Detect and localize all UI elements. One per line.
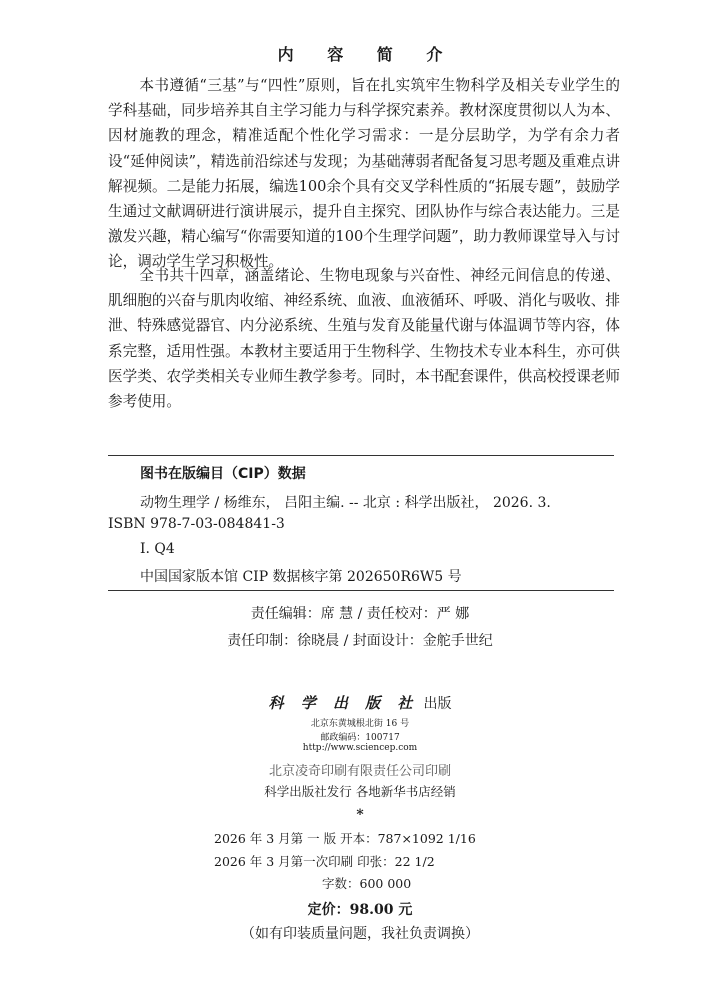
cip-top-rule (108, 455, 614, 456)
cip-heading: 图书在版编目（CIP）数据 (140, 466, 306, 482)
intro-paragraph-2 (108, 263, 620, 414)
price: 定价：98.00 元 (307, 902, 413, 918)
intro-paragraph-1-text: 本书遵循“三基”与“四性”原则，旨在扎实筑牢生物科学及相关专业学生的学科基础，同步培养其自主学习能力与科学探究素养。教材深度贯彻以人为本、因材施教的理念，精准适配个性化学习需求：一是分层助学，为学有余力者设“延伸阅读”，精选前沿综述与发现；为基础薄弱者配备复习思考题及重难点讲解视频。二是能力拓展，编选100余个具有交叉学科性质的“拓展专题”，鼓励学生通过文献调研进行演讲展示，提升自主探究、团队协作与综合表达能力。三是激发兴趣，精心编写“你需要知道的100个生理学问题”，助力教师课堂导入与讨论，调动学生学习积极性。 (108, 77, 620, 271)
distribution-line: 科学出版社发行 各地新华书店经销 (264, 784, 456, 799)
publisher-line (0, 692, 720, 713)
intro-paragraph-1 (108, 73, 620, 275)
separator-star: * (356, 807, 364, 823)
cip-library-number: 中国国家版本馆 CIP 数据核字第 202650R6W5 号 (140, 569, 462, 585)
cip-bottom-rule (108, 590, 614, 591)
credits-editors: 责任编辑：席 慧 / 责任校对：严 娜 (250, 606, 470, 622)
cip-isbn: ISBN 978-7-03-084841-3 (108, 516, 285, 532)
publisher-suffix: 出版 (423, 696, 452, 712)
intro-title: 内 容 简 介 (277, 45, 457, 64)
publisher-address: 北京东黄城根北街 16 号 (310, 719, 410, 729)
publisher-postcode: 邮政编码：100717 (320, 733, 400, 743)
printer-line: 北京凌奇印刷有限责任公司印刷 (268, 764, 451, 779)
quality-note: （如有印装质量问题，我社负责调换） (241, 926, 479, 942)
publisher-url: http://www.sciencep.com (302, 743, 418, 753)
word-count: 字数：600 000 (322, 876, 412, 891)
credits-printing-design: 责任印制：徐晓晨 / 封面设计：金舵手世纪 (227, 633, 493, 649)
cip-classification: Ⅰ. Q4 (140, 541, 175, 557)
intro-paragraph-2-text: 全书共十四章，涵盖绪论、生物电现象与兴奋性、神经元间信息的传递、肌细胞的兴奋与肌肉收缩、神经系统、血液、血液循环、呼吸、消化与吸收、排泄、特殊感觉器官、内分泌系统、生殖与发育及能量代谢与体温调节等内容，体系完整，适用性强。本教材主要适用于生物科学、生物技术专业本科生，亦可供医学类、农学类相关专业师生教学参考。同时，本书配套课件，供高校授课老师参考使用。 (108, 267, 620, 411)
cip-bibliographic-line: 动物生理学 / 杨维东， 吕阳主编. -- 北京 : 科学出版社， 2026. 3. (140, 495, 551, 511)
printing-line: 2026 年 3 月第一次印刷 印张：22 1/2 (214, 854, 435, 869)
edition-line: 2026 年 3 月第 一 版 开本：787×1092 1/16 (214, 831, 476, 846)
publisher-name: 科 学 出 版 社 (268, 694, 419, 712)
